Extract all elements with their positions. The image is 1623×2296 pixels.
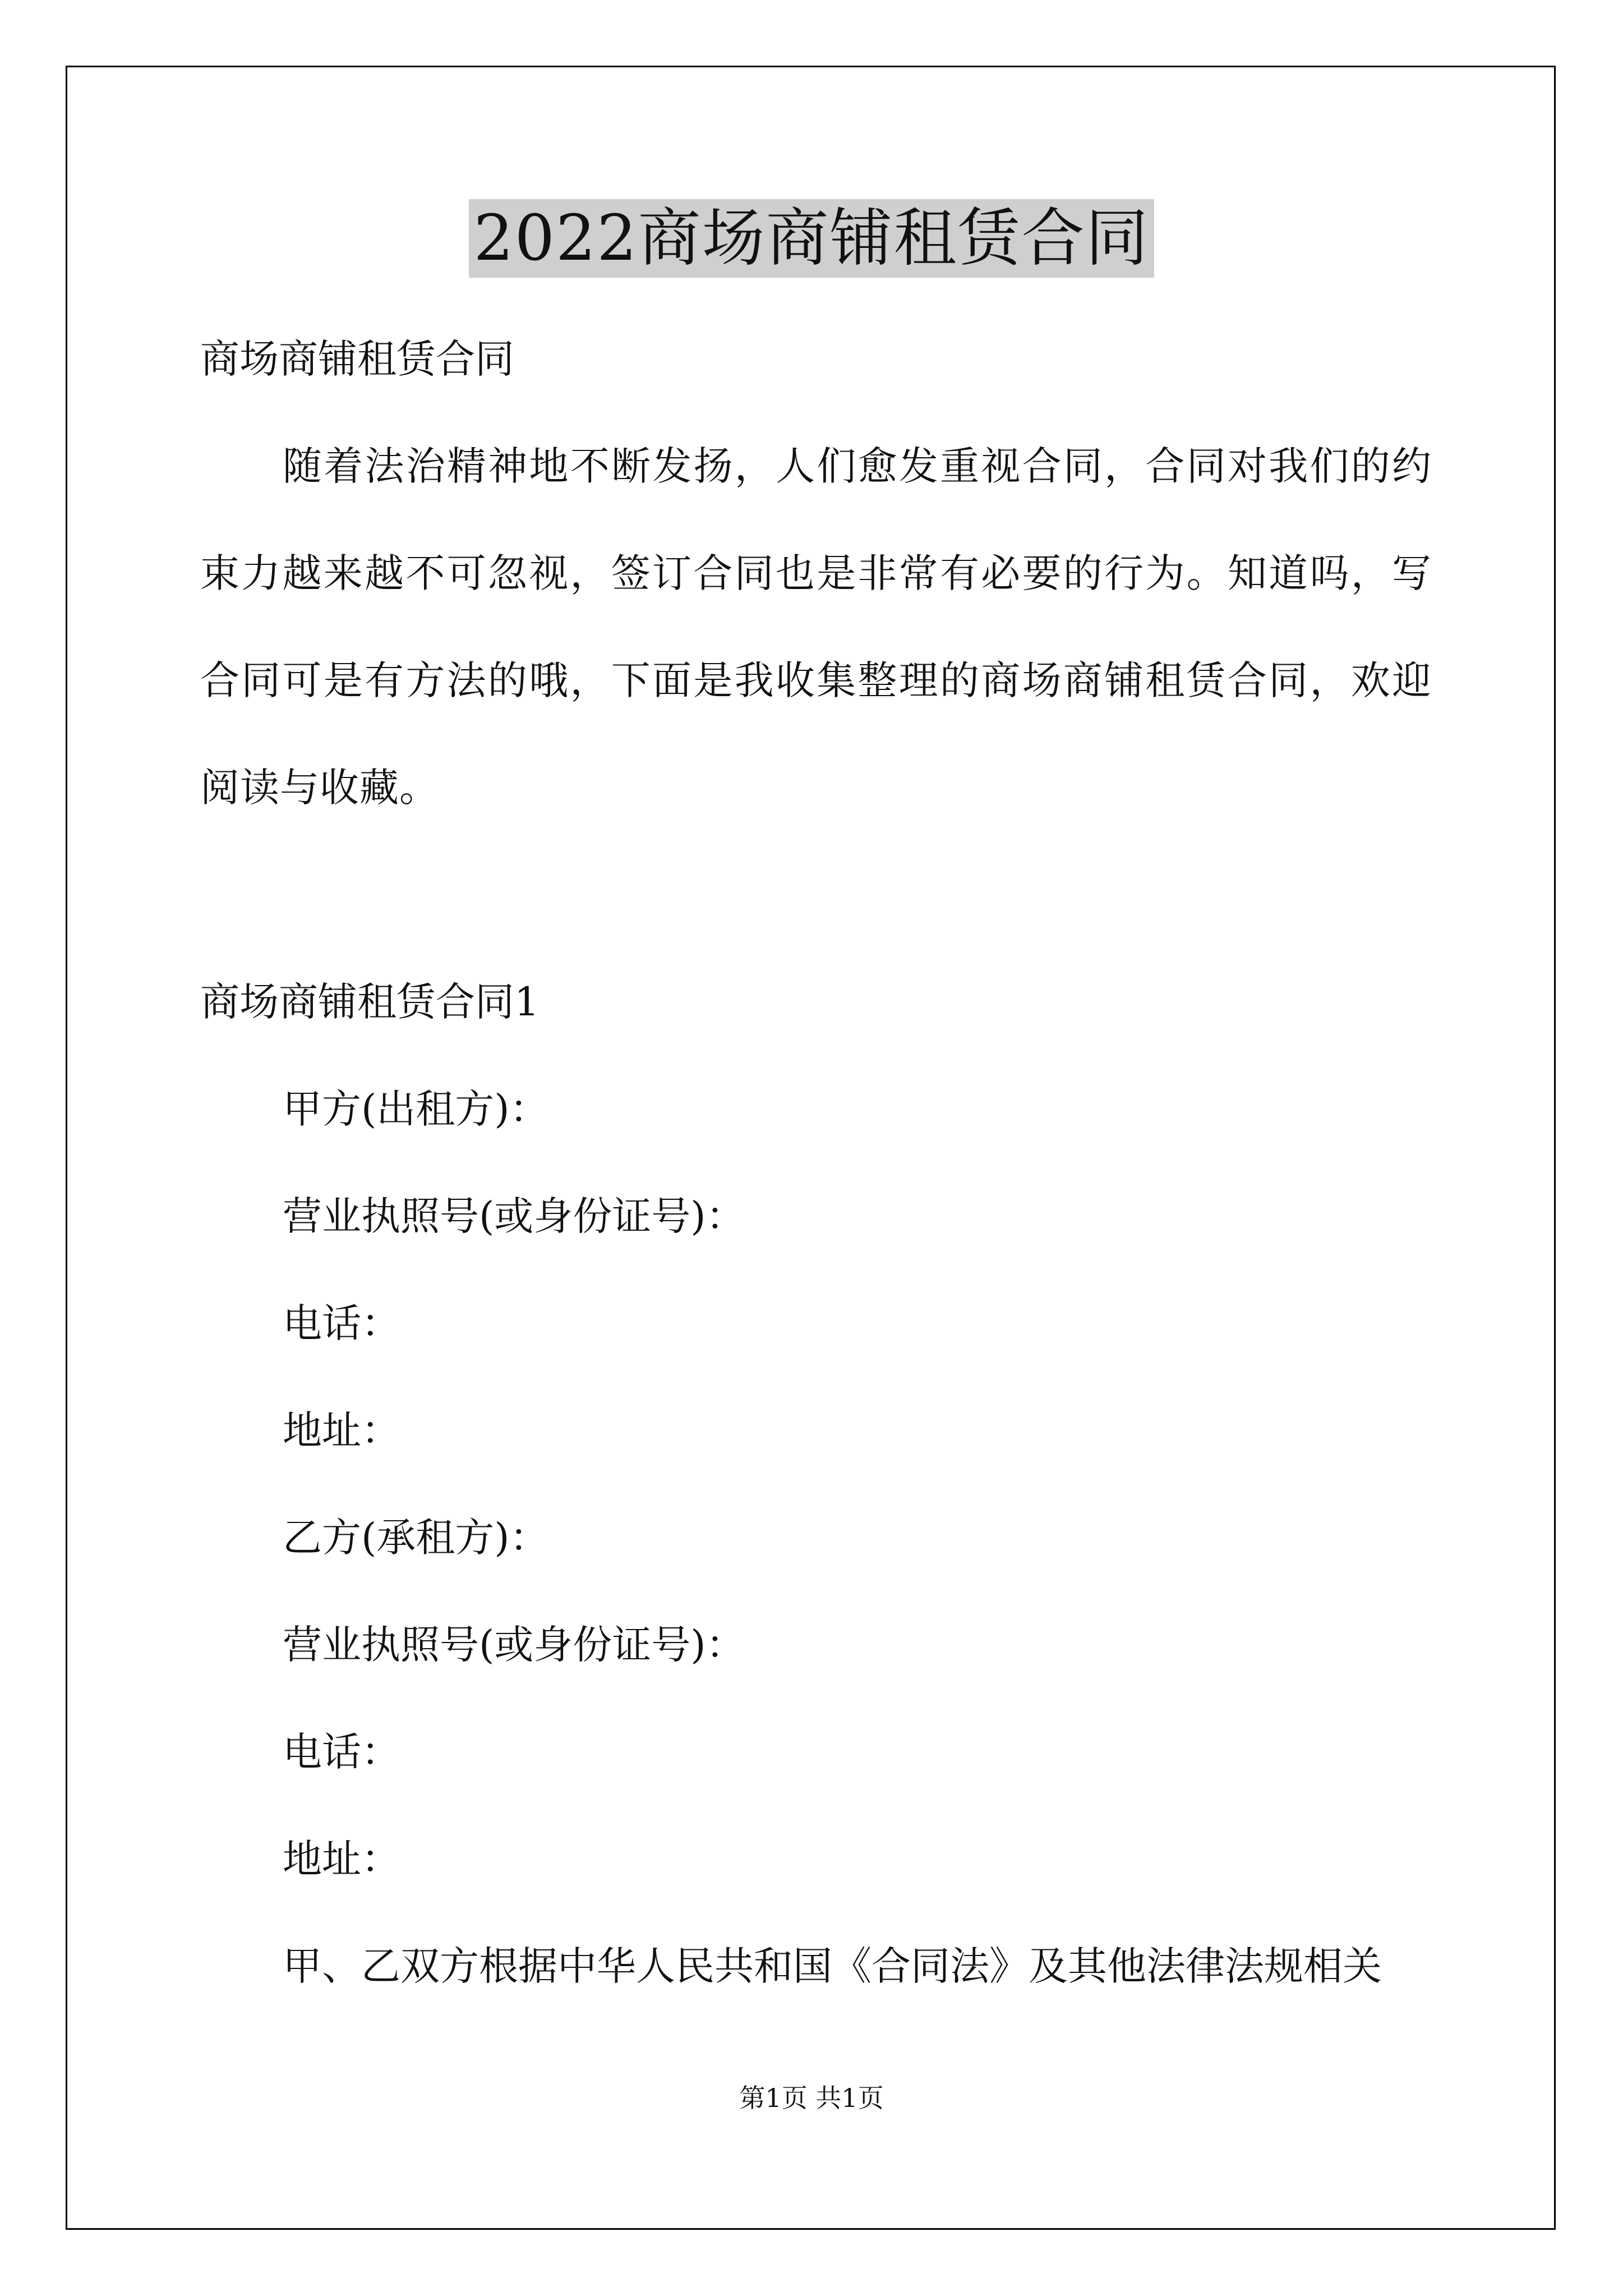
paragraph-spacer xyxy=(200,841,1432,949)
field-party-a-address: 地址： xyxy=(283,1407,400,1453)
document-title: 2022商场商铺租赁合同 xyxy=(469,199,1154,278)
field-party-a-phone: 电话： xyxy=(283,1300,400,1346)
field-party-a: 甲方(出租方)： xyxy=(283,1086,549,1132)
document-body xyxy=(200,306,1432,2020)
closing-line: 甲、乙双方根据中华人民共和国《合同法》及其他法律法规相关 xyxy=(283,1943,1382,1989)
page-footer: 第1页 共1页 xyxy=(739,2083,884,2113)
field-party-b: 乙方(承租方)： xyxy=(283,1515,549,1561)
field-party-b-phone: 电话： xyxy=(283,1729,400,1775)
field-party-b-address: 地址： xyxy=(283,1836,400,1882)
section-heading: 商场商铺租赁合同1 xyxy=(200,979,540,1025)
intro-paragraph: 随着法治精神地不断发扬，人们愈发重视合同，合同对我们的约束力越来越不可忽视，签订合同也是非常有必要的行为。知道吗，写合同可是有方法的哦，下面是我收集整理的商场商铺租赁合同，欢迎阅读与收藏。 xyxy=(200,443,1432,811)
title-container xyxy=(0,199,1623,278)
field-party-b-license: 营业执照号(或身份证号)： xyxy=(283,1622,745,1668)
field-party-a-license: 营业执照号(或身份证号)： xyxy=(283,1193,745,1239)
document-subtitle: 商场商铺租赁合同 xyxy=(200,336,514,382)
